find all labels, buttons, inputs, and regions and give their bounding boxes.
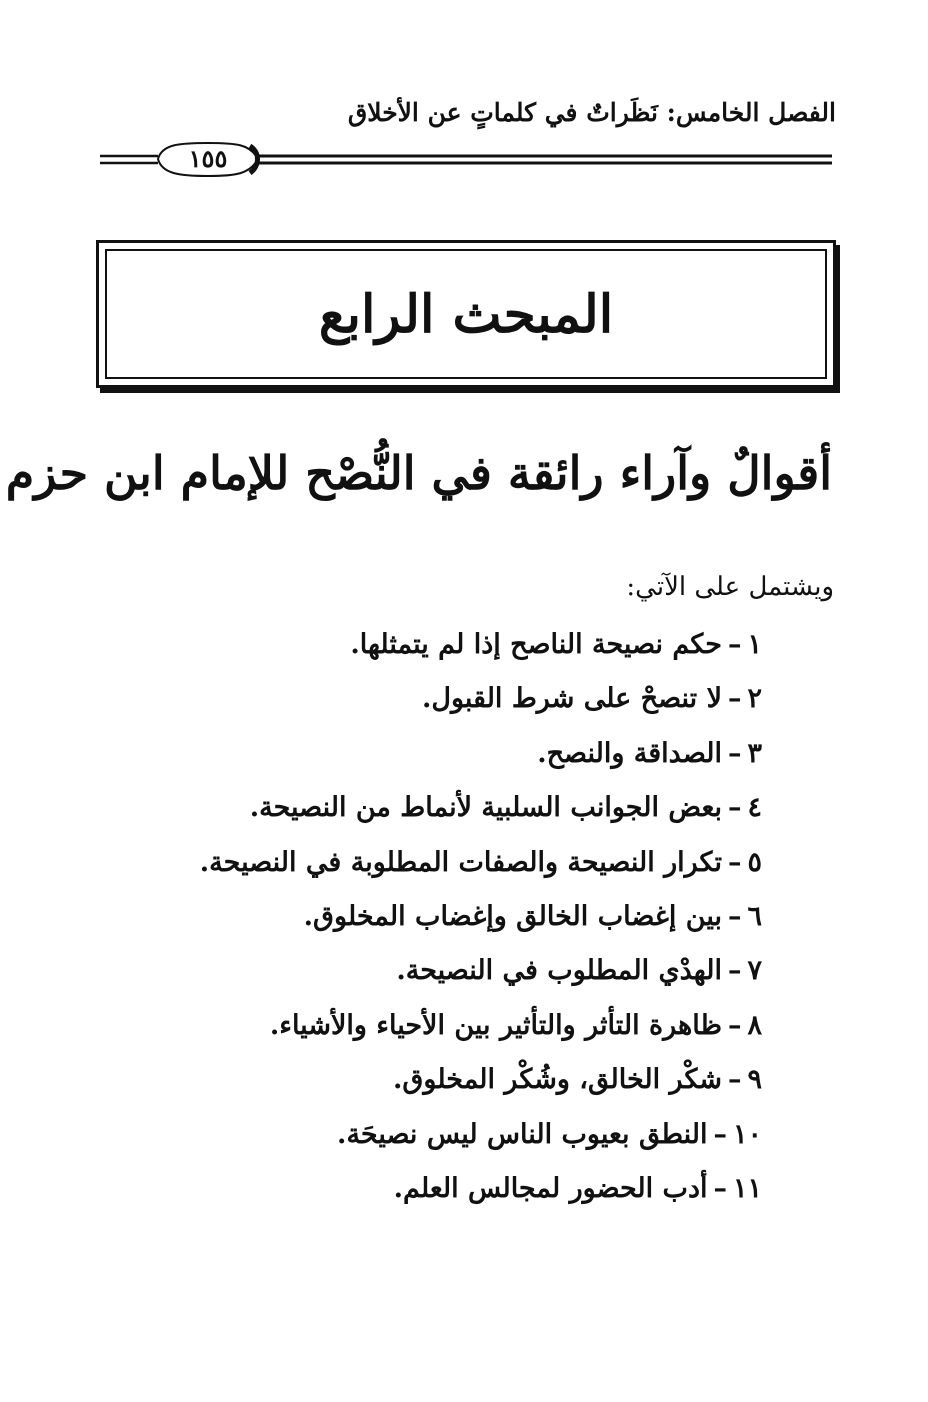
list-item-dash: – [727,900,742,932]
list-item-text: لا تنصحْ على شرط القبول. [421,683,722,715]
list-item-text: النطق بعيوب الناس ليس نصيحَة. [337,1118,708,1150]
section-title-box [96,240,836,388]
list-item-text: حكم نصيحة الناصح إذا لم يتمثلها. [350,629,722,660]
list-item [142,1108,762,1162]
list-item [142,727,762,781]
intro-line: ويشتمل على الآتي: [626,572,834,602]
list-item-dash: – [727,792,742,824]
list-item-dash: – [727,1009,742,1041]
list-item-dash: – [727,1064,742,1096]
list-item [142,781,762,835]
list-item-text: بين إغضاب الخالق وإغضاب المخلوق. [303,900,722,932]
list-item-dash: – [727,846,742,878]
list-item-number: ٨ [747,1009,762,1041]
list-item-text: تكرار النصيحة والصفات المطلوبة في النصيحة. [199,846,722,878]
list-item [142,672,762,726]
section-title: المبحث الرابع [318,283,614,345]
list-item-number: ١٠ [732,1118,762,1150]
list-item-dash: – [713,1172,727,1204]
list-item-number: ١ [747,629,762,660]
list-item-dash: – [727,629,742,660]
list-item [142,1162,762,1216]
list-item-number: ١١ [732,1172,762,1204]
list-item-number: ٤ [747,792,762,824]
list-item-text: الهدْي المطلوب في النصيحة. [396,955,722,987]
list-item-number: ٧ [747,955,762,987]
section-title-frame [105,249,827,379]
list-item-text: أدب الحضور لمجالس العلم. [393,1172,708,1204]
list-item [142,1053,762,1107]
chapter-heading: أقوالٌ وآراء رائقة في النُّصْح للإمام ابن حزم [5,446,832,500]
running-header: الفصل الخامس: نَظَراتٌ في كلماتٍ عن الأخلاق [347,98,836,127]
list-item-number: ٩ [747,1064,762,1096]
list-item-text: شكْر الخالق، وشُكْر المخلوق. [393,1064,722,1096]
list-item-number: ٥ [747,846,762,878]
topics-list [142,618,762,1216]
list-item-dash: – [713,1118,727,1150]
page-number: ١٥٥ [188,144,228,173]
list-item-dash: – [727,737,742,769]
list-item-number: ٢ [747,683,762,715]
list-item [142,890,762,944]
list-item-number: ٣ [747,737,762,769]
list-item [142,836,762,890]
list-item-dash: – [727,955,742,987]
list-item-dash: – [727,683,742,715]
list-item [142,618,762,672]
list-item-text: ظاهرة التأثر والتأثير بين الأحياء والأشياء. [269,1009,722,1041]
list-item [142,944,762,998]
list-item-number: ٦ [747,900,762,932]
list-item-text: بعض الجوانب السلبية لأنماط من النصيحة. [249,792,722,824]
list-item-text: الصداقة والنصح. [537,737,722,769]
list-item [142,999,762,1053]
